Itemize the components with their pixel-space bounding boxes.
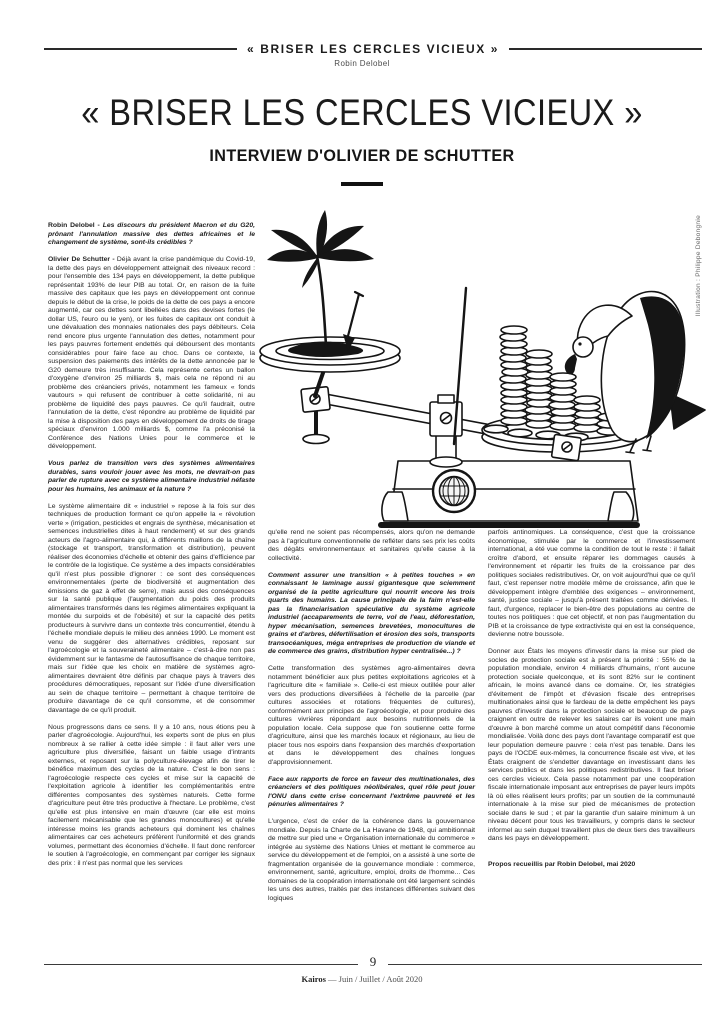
issue-date: — Juin / Juillet / Août 2020 [328, 974, 423, 984]
interview-question: Comment assurer une transition « à petites touches » en connaissant le laminage aussi gigantesque que sciemment organisé de la petite agriculture qui nourrit encore les trois quarts des humains. La cause principale de la faim n'est-elle pas la financiarisation spéculative du système agricole industriel (accaparements de terre, vol de l'eau, déforestation, hyper mécanisation, semences brevetées, monocultures de grains et d'arbres, défertilisation et érosion des sols, transports transocéaniques, méga entreprises de production de viande et de commerce des grains, distribution hyper centralisée...) ? [268, 571, 475, 655]
article-title: « BRISER LES CERCLES VICIEUX » [81, 92, 643, 133]
interview-answer: L'urgence, c'est de créer de la cohérence dans la gouvernance mondiale. Depuis la Charte de La Havane de 1948, qui ambitionnait de mettre sur pied une « Organisation internationale du commerce » intégrée au système des Nations Unies et mettant le commerce au service du développement et de l'emploi, on a assisté à une sorte de fragmentation organisée de la gouvernance mondiale : commerce, environnement, santé, agriculture, emploi, droits de l'homme... Ces domaines de la coopération internationale ont été largement scindés les uns des autres, traités par des instances différentes suivant des logiques [268, 818, 475, 902]
page-header [44, 42, 702, 56]
interview-answer: Donner aux États les moyens d'investir dans la mise sur pied de socles de protection sociale est à présent la priorité : 55% de la population mondiale, environ 4 milliards d'humains, n'ont aucune protection sociale quelconque, et ils sont 82% sur le continent africain, le moins avancé dans ce domaine. Or, les stratégies d'évitement de l'impôt et d'évasion fiscale des entreprises multinationales ainsi que le fardeau de la dette empêchent les pays pauvres d'investir dans la protection sociale et beaucoup de pays craignent en outre de relever les salaires car ils voient une main d'œuvre à bon marché comme un atout compétitif dans l'économie mondialisée. Voilà donc des pays dont l'avantage comparatif est que leur population demeure pauvre : cela n'est pas tenable. Dans les pays de l'OCDE eux-mêmes, la concurrence fiscale est vive, et les États craignent de s'endetter davantage en investissant dans les services publics et dans les politiques redistributives. Il faut briser ces cercles vicieux. Cela passe notamment par une coopération fiscale internationale imposant aux entreprises de payer leurs impôts là où elles réalisent leurs profits; par un soutien de la communauté internationale à la mise sur pied de mécanismes de protection sociale dans le sud ; et par la garantie d'un salaire minimum à un niveau décent pour tous les travailleurs, y compris dans le secteur informel au sein duquel travaillent plus de deux tiers des travailleurs dans les pays en développement. [488, 648, 695, 842]
interview-answer: Cette transformation des systèmes agro-alimentaires devra notamment bénéficier aux plus petites exploitations agricoles et à l'agriculture dite « familiale ». Celle-ci est mieux outillée pour aller vers des productions diversifiées à l'échelle de la parcelle (par cultures associées et rotations fréquentes de cultures), conformément aux principes de l'agroécologie, et pour produire des cultures vivrières répondant aux besoins nutritionnels de la population locale. Cela suppose que l'on soutienne cette forme d'agriculture, ainsi que les marchés locaux et régionaux, au lieu de placer tous nos espoirs dans l'expansion des marchés d'exportation et dans le développement des chaînes longues d'approvisionnement. [268, 665, 475, 766]
plant [267, 210, 374, 346]
article-subtitle: INTERVIEW D'OLIVIER DE SCHUTTER [209, 146, 515, 165]
running-title: « BRISER LES CERCLES VICIEUX » [246, 42, 500, 56]
header-rule-right [509, 48, 702, 50]
un-emblem [433, 470, 475, 512]
journal-name: Kairos [301, 974, 326, 984]
speaker-name: Robin Delobel - [48, 222, 103, 229]
interview-question: Robin Delobel - Les discours du président Macron et du G20, prônant l'annulation massive des dettes africaines et le changement de système, sont-ils crédibles ? [48, 222, 255, 246]
interview-question: Vous parlez de transition vers des systèmes alimentaires durables, sans vouloir jouer avec les mots, ne devrait-on pas parler de rupture avec ce système alimentaire industriel néfaste pour les humains, les animaux et la nature ? [48, 460, 255, 493]
kicker-author: Robin Delobel [334, 59, 390, 68]
balance-scale-illustration [258, 196, 706, 530]
interview-answer: Olivier De Schutter - Déjà avant la crise pandémique du Covid-19, la dette des pays en développement atteignait des niveaux record : pour l'ensemble des 134 pays en développement, la dette publique représentait 193% de leur PIB au total. Or, en raison de la fuite massive des capitaux que les pays en développement ont connue depuis le début de la crise, le poids de la dette de ces pays a encore augmenté, car ces dettes sont libellées dans des devises fortes (le dollar US, l'euro ou le yen), or les fuites de capitaux ont conduit à une dévaluation des monnaies nationales des pays débiteurs. Cela rend encore plus urgente l'annulation des dettes, notamment pour les pays pauvres fortement endettés qui déboursent des montants considérables pour faire face au choc. Dans ce contexte, la suspension des paiements des intérêts de la dette annoncée par le G20 demeure très insuffisante. Cela représente certes un ballon d'oxygène d'environ 25 milliards $, mais cela ne répond ni au problème des créanciers privés, notamment les fameux « fonds vautours » qui refusent de contribuer à cette solidarité, ni au problème de liquidité des pays pauvres. Ce qu'il faudrait, outre l'annulation de la dette, c'est répondre au problème de liquidité par la mise à disposition des pays en développement de droits de tirage spéciaux d'environ 1.000 milliards $, comme l'a préconisé la Conférence des Nations Unies pour le commerce et le développement. [48, 256, 256, 450]
text-column-1 [48, 222, 255, 958]
footer-rule-right [388, 964, 702, 965]
interview-question: Face aux rapports de force en faveur des multinationales, des créanciers et des politiques néolibérales, quel rôle peut jouer l'ONU dans cette crise concernant l'extrême pauvreté et les pénuries alimentaires ? [268, 775, 475, 808]
interview-answer: parfois antinomiques. La conséquence, c'est que la croissance économique, stimulée par le commerce et l'investissement international, a été vue comme la condition de tout le reste : il fallait croître d'abord, et ensuite réparer les dommages causés à l'environnement et répartir les fruits de la croissance par des politiques sociales redistributives. Or, on voit aujourd'hui que ce qu'il faut, c'est repenser notre modèle même de croissance, afin que le développement intègre d'emblée des exigences – environnement, santé, justice sociale – jusqu'à présent traitées comme dérivées. Il faut, d'urgence, replacer le bien-être des populations au centre de toutes nos politiques : que cet objectif, et non pas l'augmentation du PIB et la croissance de type extractiviste qui en est la conséquence, devienne notre boussole. [488, 529, 695, 638]
footer-colophon [0, 974, 724, 984]
title-divider [341, 182, 383, 186]
interview-answer: Le système alimentaire dit « industriel » repose à la fois sur des techniques de production formant ce qu'on appelle la « révolution verte » (irrigation, pesticides et engrais de synthèse, mécanisation et semences industrielles dites à haut rendement) et sur des grands acteurs de l'agro-alimentaire qui, à différents maillons de la chaîne (stockage et transport, transformation et distribution), peuvent réaliser des économies d'échelle et obtenir des gains d'efficience par le contrôle de la logistique. Ce système a des impacts considérables qu'il n'est plus possible d'ignorer : ce sont des conséquences environnementales (perte de biodiversité et augmentation des émissions de gaz à effet de serre), mais aussi des conséquences sur la santé publique (l'augmentation du poids des produits alimentaires transformés dans les régimes alimentaires expliquant la montée du surpoids et de l'obésité) et sur la capacité des petits producteurs à survivre dans un contexte très concurrentiel, étendu à l'échelle mondiale depuis le milieu des années 1990. Le moment est venu de suggérer des alternatives crédibles, reposant sur l'agroécologie et la souveraineté alimentaire – c'est-à-dire non pas évidemment sur le fantasme de l'autosuffisance de chaque territoire, mais sur l'idée que les choix en matière de systèmes agro-alimentaires devraient être définis par chaque pays à travers des procédures démocratiques, reposant sur l'idée d'une diversification au sein de chaque territoire – permettant à chaque territoire de produire davantage de ce qu'il consomme, et de consommer davantage de ce qu'il produit. [48, 502, 255, 714]
text-column-3 [488, 529, 695, 959]
page-number: 9 [369, 954, 377, 969]
footer-rule [44, 956, 702, 972]
scale-base [378, 461, 640, 528]
illustration-credit: Illustration : Philippe Debongnie [695, 215, 702, 317]
interview-signature: Propos recueillis par Robin Delobel, mai 2020 [488, 860, 636, 868]
footer-rule-left [44, 964, 358, 965]
header-rule-left [44, 48, 237, 50]
interview-answer: qu'elle rend ne soient pas récompensés, alors qu'on ne demande pas à l'agriculture conventionnelle de refléter dans ses prix les coûts des dégâts environnementaux et sanitaires qu'elle cause à la collectivité. [268, 529, 475, 562]
text-column-2 [268, 529, 475, 959]
interview-answer: Nous progressons dans ce sens. Il y a 10 ans, nous étions peu à parler d'agroécologie. Aujourd'hui, les experts sont de plus en plus nombreux à se rallier à cette idée simple : il faut aller vers une agriculture plus diversifiée, faisant un faible usage d'intrants externes, et reposant sur la polyculture-élevage afin de tirer le bénéfice maximum des cycles de la nature. C'est le bon sens : l'agroécologie respecte ces cycles et mise sur la capacité de l'exploitation agricole à identifier les complémentarités entre différentes composantes des systèmes naturels. Cette forme d'agriculture peut être très productive à l'hectare. Le problème, c'est qu'elle est plus intensive en main d'œuvre (car elle est moins facilement mécanisable que les grandes monocultures) et qu'elle intéresse moins les grands acheteurs qui dominent les chaînes alimentaires car ces acheteurs préfèrent l'uniformité et des grands volumes, permettant des économies d'échelle. Il faut donc renforcer le soutien à l'agroécologie, en commençant par corriger les signaux des prix : il n'est pas normal que les services [48, 723, 255, 867]
speaker-name: Olivier De Schutter - [48, 256, 117, 263]
